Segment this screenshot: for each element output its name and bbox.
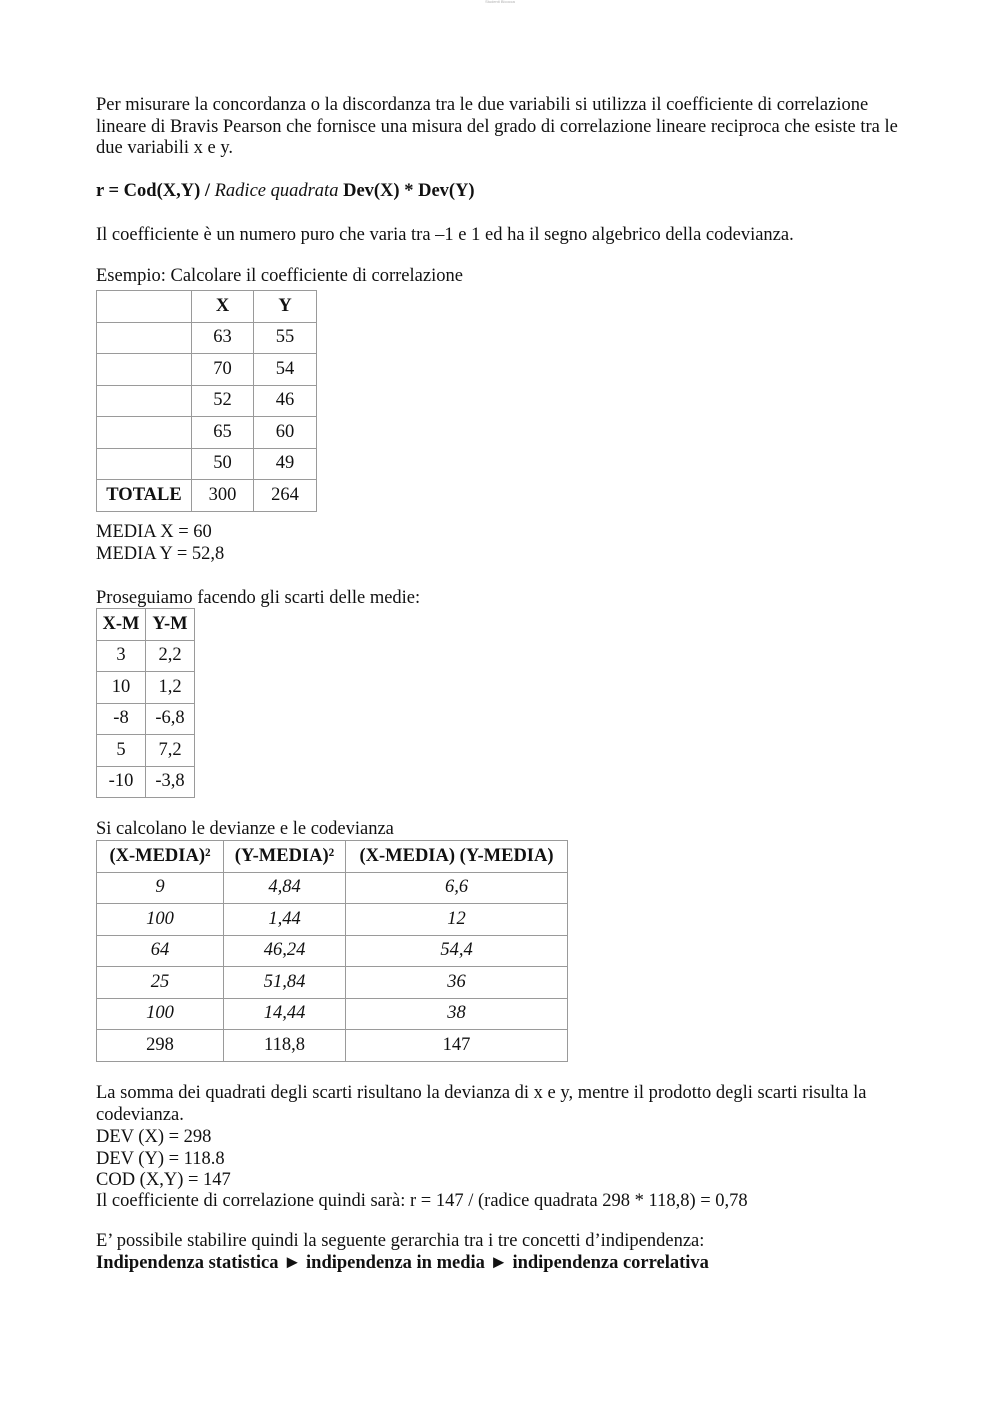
table-row: [97, 385, 317, 417]
formula-right: Dev(X) * Dev(Y): [338, 181, 475, 201]
table-cell: 4,84: [224, 872, 346, 904]
table-header-row: [97, 291, 317, 323]
gerarchia-line: Indipendenza statistica ► indipendenza in media ► indipendenza correlativa: [96, 1253, 709, 1273]
gerarchia-intro: E’ possibile stabilire quindi la seguente gerarchia tra i tre concetti d’indipendenza:: [96, 1231, 705, 1251]
table-cell: 6,6: [346, 872, 568, 904]
table-row: [97, 417, 317, 449]
table-row: [97, 640, 195, 672]
table-cell: 70: [192, 354, 254, 386]
table-cell: 25: [97, 967, 224, 999]
table-cell: 12: [346, 904, 568, 936]
devianze-table: [96, 840, 568, 1062]
devianze-title: Si calcolano le devianze e le codevianza: [96, 819, 394, 839]
table-cell: 49: [254, 448, 317, 480]
table-row: [97, 998, 568, 1030]
formula-italic: Radice quadrata: [214, 181, 339, 201]
somma-paragraph: La somma dei quadrati degli scarti risultano la devianza di x e y, mentre il prodotto degli scarti risulta la codevianza.: [96, 1083, 867, 1125]
total-label: TOTALE: [97, 480, 192, 512]
table-cell: 38: [346, 998, 568, 1030]
dev-y: DEV (Y) = 118.8: [96, 1149, 225, 1169]
page-header-tag: Studenti Bicocca: [485, 0, 515, 4]
table-cell: 298: [97, 1030, 224, 1062]
table-cell: 52: [192, 385, 254, 417]
table-row: [97, 672, 195, 704]
table-cell: -3,8: [146, 766, 195, 798]
table-cell: 46: [254, 385, 317, 417]
row-label: [97, 417, 192, 449]
table-cell: 14,44: [224, 998, 346, 1030]
table-cell: 63: [192, 322, 254, 354]
table-cell: 55: [254, 322, 317, 354]
table-header-cell: (X-MEDIA) (Y-MEDIA): [346, 841, 568, 873]
table-cell: -10: [97, 766, 146, 798]
table-cell: 51,84: [224, 967, 346, 999]
table-row: [97, 904, 568, 936]
dev-x: DEV (X) = 298: [96, 1127, 212, 1147]
table-cell: 264: [254, 480, 317, 512]
table-cell: 3: [97, 640, 146, 672]
table-header-cell: (X-MEDIA)²: [97, 841, 224, 873]
table-cell: 64: [97, 935, 224, 967]
table-header-cell: Y-M: [146, 609, 195, 641]
table-cell: 46,24: [224, 935, 346, 967]
pearson-formula: [96, 181, 906, 203]
table-cell: 147: [346, 1030, 568, 1062]
table-sum-row: [97, 1030, 568, 1062]
table-row: [97, 935, 568, 967]
media-y: MEDIA Y = 52,8: [96, 544, 225, 564]
table-row: [97, 872, 568, 904]
row-label: [97, 322, 192, 354]
table-cell: 65: [192, 417, 254, 449]
table-cell: 1,2: [146, 672, 195, 704]
table-cell: 7,2: [146, 735, 195, 767]
table-cell: 100: [97, 904, 224, 936]
example-title: Esempio: Calcolare il coefficiente di correlazione: [96, 266, 463, 286]
table-header-row: [97, 609, 195, 641]
row-label: [97, 385, 192, 417]
coefficient-note: Il coefficiente è un numero puro che varia tra –1 e 1 ed ha il segno algebrico della codevianza.: [96, 225, 794, 245]
table-cell: 118,8: [224, 1030, 346, 1062]
table-row: [97, 735, 195, 767]
table-row: [97, 703, 195, 735]
table-cell: 100: [97, 998, 224, 1030]
table-header-cell: Y: [254, 291, 317, 323]
formula-left: r = Cod(X,Y) /: [96, 181, 215, 201]
table-cell: 36: [346, 967, 568, 999]
data-table-xy: [96, 290, 317, 512]
table-cell: 9: [97, 872, 224, 904]
media-x: MEDIA X = 60: [96, 522, 212, 542]
table-header-cell: X: [192, 291, 254, 323]
table-cell: 5: [97, 735, 146, 767]
table-cell: -6,8: [146, 703, 195, 735]
table-total-row: [97, 480, 317, 512]
table-cell: -8: [97, 703, 146, 735]
table-header-cell: X-M: [97, 609, 146, 641]
row-label: [97, 448, 192, 480]
scarti-table: [96, 608, 195, 798]
row-label: [97, 354, 192, 386]
table-cell: 300: [192, 480, 254, 512]
scarti-title: Proseguiamo facendo gli scarti delle medie:: [96, 588, 421, 608]
table-header-cell: (Y-MEDIA)²: [224, 841, 346, 873]
table-header-cell: [97, 291, 192, 323]
table-row: [97, 766, 195, 798]
table-row: [97, 967, 568, 999]
table-row: [97, 322, 317, 354]
intro-paragraph: Per misurare la concordanza o la discordanza tra le due variabili si utilizza il coefficiente di correlazione lineare di Bravis Pearson che fornisce una misura del grado di correlazione lineare reciproca che esiste tra le due variabili x e y.: [96, 95, 898, 158]
cod-xy: COD (X,Y) = 147: [96, 1170, 231, 1190]
table-row: [97, 448, 317, 480]
table-row: [97, 354, 317, 386]
table-cell: 50: [192, 448, 254, 480]
table-header-row: [97, 841, 568, 873]
table-cell: 54,4: [346, 935, 568, 967]
table-cell: 54: [254, 354, 317, 386]
result-line: Il coefficiente di correlazione quindi sarà: r = 147 / (radice quadrata 298 * 118,8) = 0,78: [96, 1191, 748, 1211]
table-cell: 10: [97, 672, 146, 704]
table-cell: 2,2: [146, 640, 195, 672]
table-cell: 60: [254, 417, 317, 449]
table-cell: 1,44: [224, 904, 346, 936]
